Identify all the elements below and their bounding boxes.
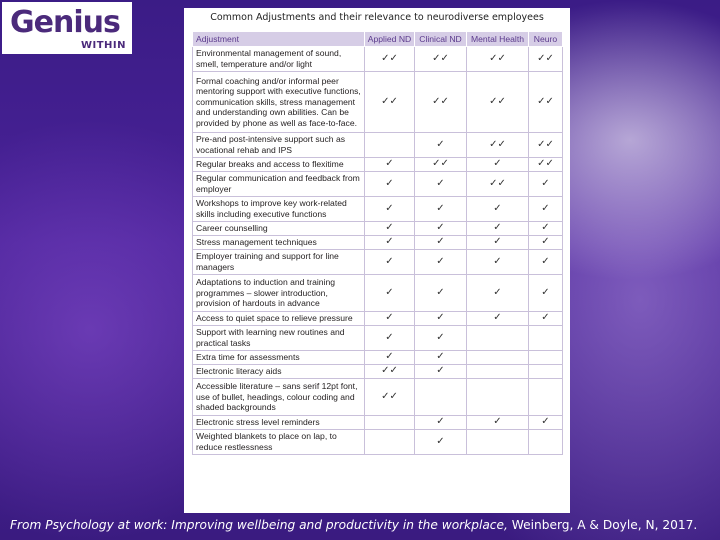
table-header-row (193, 32, 563, 47)
neuro-mark: ✓ (529, 197, 563, 222)
mental-health-mark: ✓✓ (467, 47, 529, 72)
table-row (193, 236, 563, 250)
clinical-nd-mark: ✓ (415, 365, 467, 379)
neuro-mark: ✓ (529, 275, 563, 312)
clinical-nd-mark: ✓ (415, 197, 467, 222)
header-clinical-nd: Clinical ND (415, 32, 467, 47)
applied-nd-mark: ✓✓ (365, 365, 415, 379)
table-row (193, 312, 563, 326)
mental-health-mark (467, 430, 529, 455)
clinical-nd-mark: ✓ (415, 326, 467, 351)
source-caption (10, 518, 712, 532)
applied-nd-mark: ✓ (365, 250, 415, 275)
adjustment-label: Employer training and support for line managers (193, 250, 365, 275)
mental-health-mark: ✓ (467, 222, 529, 236)
adjustment-label: Career counselling (193, 222, 365, 236)
clinical-nd-mark: ✓✓ (415, 72, 467, 133)
clinical-nd-mark: ✓ (415, 312, 467, 326)
mental-health-mark (467, 379, 529, 416)
mental-health-mark: ✓ (467, 236, 529, 250)
applied-nd-mark: ✓ (365, 222, 415, 236)
header-neuro: Neuro (529, 32, 563, 47)
applied-nd-mark (365, 430, 415, 455)
table-row (193, 430, 563, 455)
table-row (193, 250, 563, 275)
neuro-mark (529, 430, 563, 455)
mental-health-mark: ✓ (467, 275, 529, 312)
neuro-mark: ✓ (529, 416, 563, 430)
clinical-nd-mark: ✓ (415, 351, 467, 365)
caption-authors: Weinberg, A & Doyle, N, 2017. (507, 518, 698, 532)
logo-subtitle: WITHIN (80, 40, 126, 51)
clinical-nd-mark: ✓ (415, 133, 467, 158)
adjustment-label: Regular communication and feedback from employer (193, 172, 365, 197)
neuro-mark: ✓✓ (529, 158, 563, 172)
mental-health-mark: ✓ (467, 197, 529, 222)
adjustment-label: Electronic stress level reminders (193, 416, 365, 430)
neuro-mark: ✓ (529, 172, 563, 197)
table-row (193, 326, 563, 351)
mental-health-mark (467, 365, 529, 379)
applied-nd-mark: ✓ (365, 236, 415, 250)
applied-nd-mark: ✓✓ (365, 379, 415, 416)
clinical-nd-mark: ✓✓ (415, 47, 467, 72)
logo-word-end: nius (52, 5, 120, 40)
clinical-nd-mark: ✓ (415, 236, 467, 250)
mental-health-mark: ✓✓ (467, 72, 529, 133)
adjustment-label: Pre-and post-intensive support such as vocational rehab and IPS (193, 133, 365, 158)
header-mental-health: Mental Health (467, 32, 529, 47)
genius-within-logo (2, 2, 132, 54)
applied-nd-mark: ✓ (365, 158, 415, 172)
clinical-nd-mark: ✓ (415, 416, 467, 430)
adjustment-label: Accessible literature – sans serif 12pt font, use of bullet, headings, colour coding and shaded backgrounds (193, 379, 365, 416)
adjustment-label: Stress management techniques (193, 236, 365, 250)
applied-nd-mark: ✓ (365, 312, 415, 326)
table-row (193, 365, 563, 379)
adjustment-label: Support with learning new routines and practical tasks (193, 326, 365, 351)
mental-health-mark: ✓✓ (467, 172, 529, 197)
table-row (193, 172, 563, 197)
mental-health-mark (467, 351, 529, 365)
clinical-nd-mark (415, 379, 467, 416)
neuro-mark (529, 351, 563, 365)
neuro-mark: ✓ (529, 222, 563, 236)
adjustment-label: Electronic literacy aids (193, 365, 365, 379)
mental-health-mark: ✓ (467, 250, 529, 275)
neuro-mark: ✓ (529, 236, 563, 250)
applied-nd-mark: ✓ (365, 275, 415, 312)
table-row (193, 133, 563, 158)
adjustment-label: Regular breaks and access to flexitime (193, 158, 365, 172)
table-row (193, 158, 563, 172)
applied-nd-mark: ✓ (365, 172, 415, 197)
caption-reference: From Psychology at work: Improving wellbeing and productivity in the workplace, (10, 518, 508, 532)
table-row (193, 72, 563, 133)
applied-nd-mark: ✓✓ (365, 72, 415, 133)
mental-health-mark: ✓✓ (467, 133, 529, 158)
applied-nd-mark: ✓ (365, 326, 415, 351)
adjustment-label: Weighted blankets to place on lap, to reduce restlessness (193, 430, 365, 455)
neuro-mark: ✓✓ (529, 47, 563, 72)
mental-health-mark: ✓ (467, 416, 529, 430)
clinical-nd-mark: ✓ (415, 250, 467, 275)
table-row (193, 275, 563, 312)
logo-word-start: Ge (10, 5, 53, 40)
header-adjustment: Adjustment (193, 32, 365, 47)
neuro-mark (529, 379, 563, 416)
neuro-mark (529, 326, 563, 351)
clinical-nd-mark: ✓ (415, 222, 467, 236)
adjustment-label: Workshops to improve key work-related skills including executive functions (193, 197, 365, 222)
panel-title: Common Adjustments and their relevance to neurodiverse employees (210, 12, 544, 23)
neuro-mark: ✓✓ (529, 72, 563, 133)
applied-nd-mark (365, 416, 415, 430)
table-row (193, 379, 563, 416)
mental-health-mark: ✓ (467, 312, 529, 326)
table-body (193, 47, 563, 455)
table-row (193, 222, 563, 236)
adjustments-table (192, 31, 563, 455)
applied-nd-mark: ✓ (365, 197, 415, 222)
applied-nd-mark (365, 133, 415, 158)
table-row (193, 47, 563, 72)
table-row (193, 351, 563, 365)
applied-nd-mark: ✓✓ (365, 47, 415, 72)
header-applied-nd: Applied ND (365, 32, 415, 47)
neuro-mark: ✓ (529, 312, 563, 326)
clinical-nd-mark: ✓ (415, 275, 467, 312)
clinical-nd-mark: ✓✓ (415, 158, 467, 172)
mental-health-mark (467, 326, 529, 351)
mental-health-mark: ✓ (467, 158, 529, 172)
neuro-mark: ✓✓ (529, 133, 563, 158)
neuro-mark (529, 365, 563, 379)
adjustment-label: Access to quiet space to relieve pressure (193, 312, 365, 326)
adjustment-label: Formal coaching and/or informal peer mentoring support with executive functions, communication skills, stress management and understanding own abilities. Can be provided by phone as well as face-to-face. (193, 72, 365, 133)
table-row (193, 197, 563, 222)
adjustment-label: Environmental management of sound, smell, temperature and/or light (193, 47, 365, 72)
adjustments-panel (184, 8, 570, 513)
neuro-mark: ✓ (529, 250, 563, 275)
adjustment-label: Extra time for assessments (193, 351, 365, 365)
applied-nd-mark: ✓ (365, 351, 415, 365)
adjustment-label: Adaptations to induction and training programmes – slower introduction, provision of hardouts in advance (193, 275, 365, 312)
clinical-nd-mark: ✓ (415, 172, 467, 197)
clinical-nd-mark: ✓ (415, 430, 467, 455)
logo-wordmark (10, 5, 132, 40)
table-row (193, 416, 563, 430)
